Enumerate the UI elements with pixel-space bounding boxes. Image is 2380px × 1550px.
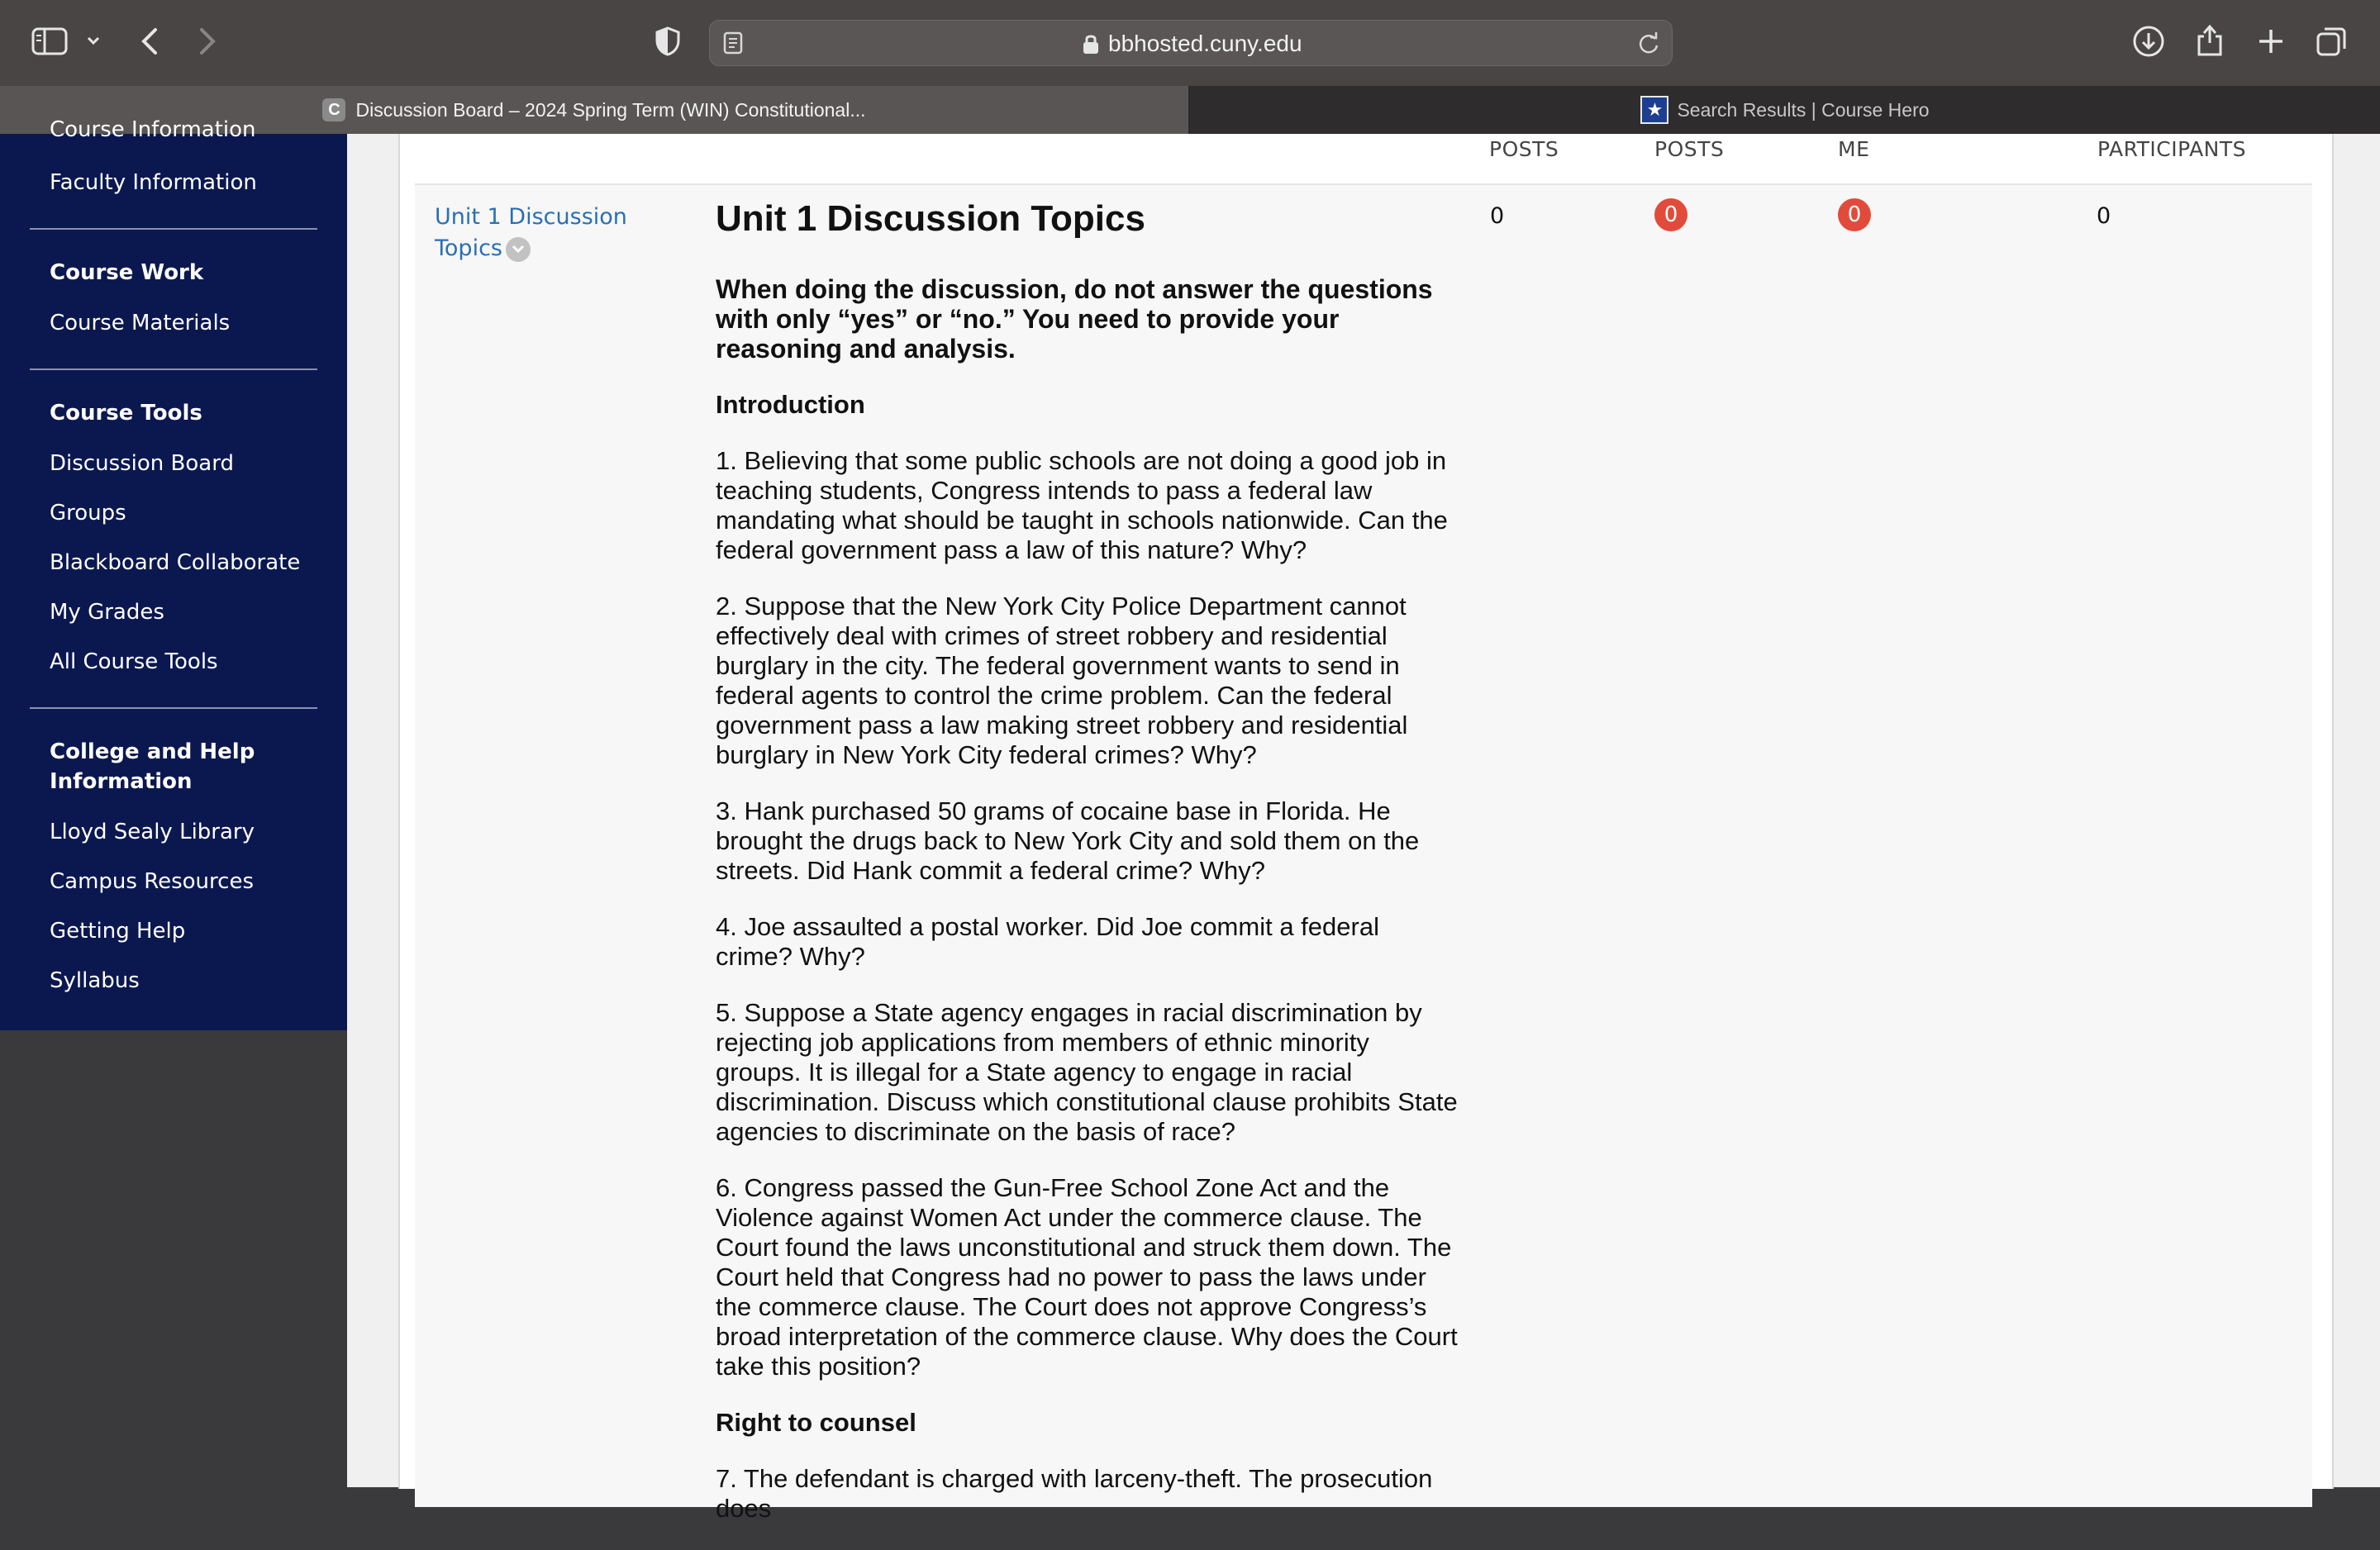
section-course-work: Course Work [50,260,204,285]
sidebar-item-faculty-information[interactable]: Faculty Information [50,170,257,195]
sidebar-toggle-icon[interactable] [31,26,68,56]
header-unread-posts[interactable]: POSTS [1654,137,1725,161]
lock-icon [1082,33,1100,59]
question-4: 4. Joe assaulted a postal worker. Did Joe commit a federal crime? Why? [716,912,1379,971]
page-viewport [0,117,2380,1523]
sidebar-item-getting-help[interactable]: Getting Help [50,919,186,944]
sidebar-item-my-grades[interactable]: My Grades [50,600,164,625]
sidebar-item-syllabus[interactable]: Syllabus [50,968,140,993]
participants-count: 0 [2097,203,2111,229]
sidebar-item-groups[interactable]: Groups [50,501,126,525]
forum-link-text[interactable]: Unit 1 Discussion Topics [435,204,627,261]
divider [30,707,317,709]
reload-icon[interactable] [1637,31,1660,59]
share-icon[interactable] [2195,21,2225,58]
question-1: 1. Believing that some public schools are not doing a good job in teaching students, Congress intends to pass a federal law mandating what should be taught in schools nationwide. Can the federal government pass a law of this nature? Why? [716,446,1448,564]
unread-posts-badge[interactable]: 0 [1654,198,1687,231]
address-bar[interactable] [709,20,1673,66]
section-course-tools: Course Tools [50,401,202,426]
back-icon[interactable] [139,26,160,56]
header-total-posts[interactable]: POSTS [1489,137,1559,161]
tab-title: Discussion Board – 2024 Spring Term (WIN) Constitutional... [355,98,866,121]
sidebar-item-all-course-tools[interactable]: All Course Tools [50,649,218,674]
question-6: 6. Congress passed the Gun-Free School Zone Act and the Violence against Women Act under the commerce clause. The Court found the laws unconstitutional and struck them down. The Court held that Congress had no power to pass the laws under the commerce clause. The Court does not approve Congress’s broad interpretation of the commerce clause. Why does the Court take this position? [716,1173,1458,1381]
privacy-shield-icon[interactable] [654,26,681,56]
reader-icon[interactable] [723,31,743,59]
chevron-down-icon[interactable] [506,237,531,262]
sidebar-item-lloyd-sealy-library[interactable]: Lloyd Sealy Library [50,820,255,844]
question-2: 2. Suppose that the New York City Police Department cannot effectively deal with crimes of street robbery and residential burglary in the city. The federal government wants to send in federal agents to control the crime problem. Can the federal government pass a law making street robbery and residential burglary in New York City federal crimes? Why? [716,592,1408,769]
total-posts-count: 0 [1490,203,1505,229]
sidebar-item-discussion-board[interactable]: Discussion Board [50,451,234,476]
chevron-down-icon[interactable] [86,33,101,48]
question-5: 5. Suppose a State agency engages in racial discrimination by rejecting job applications from members of ethnic minority groups. It is illegal for a State agency to engage in racial discrimination. Discuss which constitutional clause prohibits State agencies to discriminate on the basis of race? [716,998,1458,1146]
course-hero-favicon-icon: ★ [1640,96,1668,124]
question-3: 3. Hank purchased 50 grams of cocaine base in Florida. He brought the drugs back to New York City and sold them on the streets. Did Hank commit a federal crime? Why? [716,796,1420,885]
header-participants[interactable]: PARTICIPANTS [2097,137,2247,161]
divider [30,368,317,370]
section-heading-right-to-counsel: Right to counsel [716,1408,916,1437]
tab-overview-icon[interactable] [2316,25,2349,58]
question-7: 7. The defendant is charged with larceny-theft. The prosecution does [716,1464,1433,1523]
browser-toolbar [0,0,2380,86]
c-favicon-icon: C [322,98,345,121]
course-sidebar [0,117,347,1030]
download-icon[interactable] [2132,25,2165,58]
forum-instruction: When doing the discussion, do not answer the questions with only “yes” or “no.” You need to provide your reasoning and analysis. [716,274,1433,364]
replies-to-me-badge[interactable]: 0 [1838,198,1871,231]
sidebar-item-course-materials[interactable]: Course Materials [50,311,231,335]
tab-bar [0,86,2380,134]
forum-title: Unit 1 Discussion Topics [716,198,1145,239]
section-heading-introduction: Introduction [716,390,865,419]
header-replies-to-me[interactable]: ME [1838,137,1870,161]
url-text[interactable]: bbhosted.cuny.edu [1108,31,1302,56]
forward-icon[interactable] [197,26,218,56]
divider [30,228,317,230]
section-college-help: College and Help Information [50,739,255,794]
tab-title: Search Results | Course Hero [1677,98,1930,121]
tab-course-hero[interactable] [1190,86,2380,134]
new-tab-icon[interactable] [2256,26,2286,56]
sidebar-item-blackboard-collaborate[interactable]: Blackboard Collaborate [50,550,301,575]
sidebar-item-campus-resources[interactable]: Campus Resources [50,869,254,894]
forum-description [716,198,1459,1550]
sidebar-item-course-information[interactable]: Course Information [50,117,256,142]
forum-link[interactable] [435,202,641,264]
